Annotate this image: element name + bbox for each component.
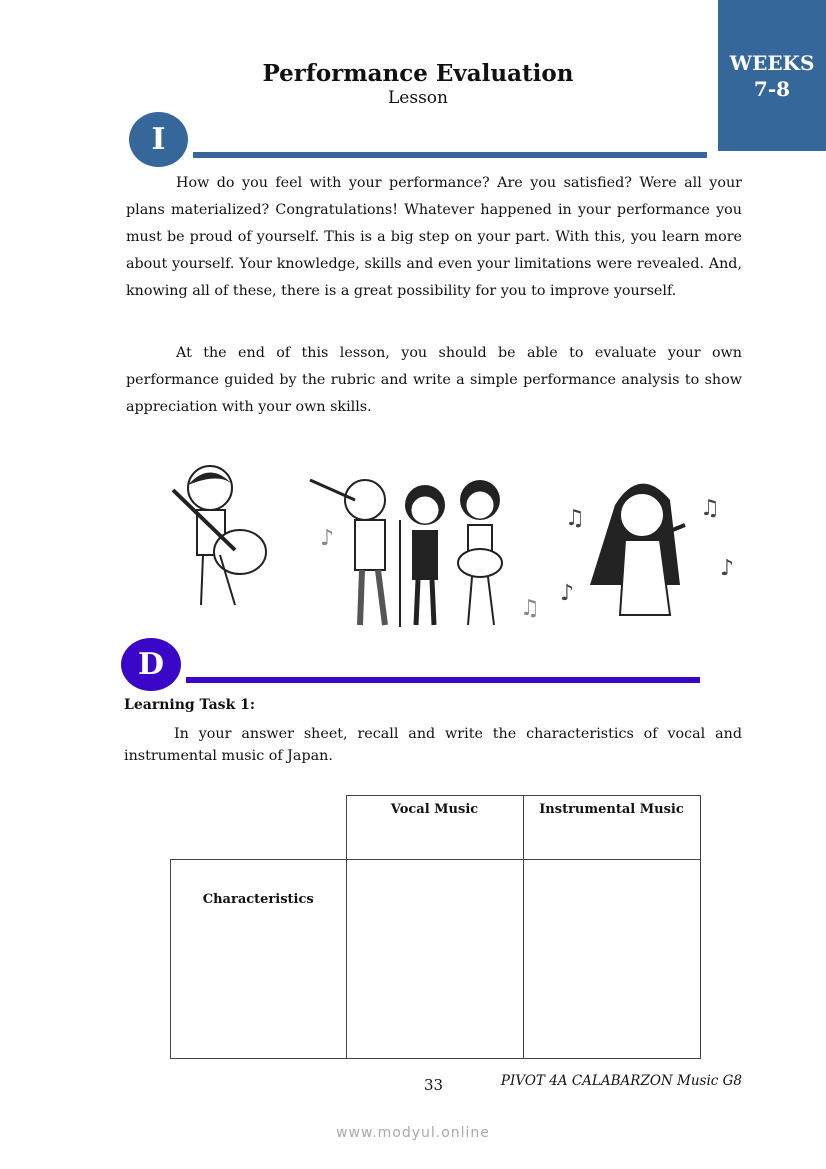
svg-text:♫: ♫ bbox=[565, 506, 585, 531]
page-number: 33 bbox=[424, 1076, 444, 1094]
guitar-boy-illustration bbox=[165, 460, 275, 620]
svg-text:♪: ♪ bbox=[560, 581, 575, 606]
svg-text:♫: ♫ bbox=[700, 496, 720, 521]
cell-instrumental-characteristics[interactable] bbox=[523, 860, 700, 1059]
page-title: Performance Evaluation bbox=[262, 60, 574, 87]
section-d-divider bbox=[186, 677, 700, 683]
row-label-characteristics: Characteristics bbox=[171, 860, 347, 1059]
weeks-number: 7-8 bbox=[753, 77, 791, 101]
svg-text:♪: ♪ bbox=[720, 556, 735, 581]
header-vocal-music: Vocal Music bbox=[346, 796, 523, 860]
table-corner bbox=[171, 796, 347, 860]
cell-vocal-characteristics[interactable] bbox=[346, 860, 523, 1059]
section-d-badge: D bbox=[121, 638, 181, 691]
intro-paragraph-1: How do you feel with your performance? Are you satisfied? Were all your plans materialized? Congratulations! Whatever happened in your performance you must be proud of yourself. This is a big step on your part. With this, you learn more about yourself. Your knowledge, skills and even your limitations were revealed. And, knowing all of these, there is a great possibility for you to improve yourself. bbox=[126, 175, 742, 299]
learning-task-text: In your answer sheet, recall and write the characteristics of vocal and instrumental music of Japan. bbox=[124, 726, 742, 764]
section-i-badge: I bbox=[129, 112, 188, 167]
footer-source: PIVOT 4A CALABARZON Music G8 bbox=[500, 1073, 742, 1089]
band-illustration bbox=[300, 455, 540, 635]
characteristics-table bbox=[170, 795, 701, 1059]
header-instrumental-music: Instrumental Music bbox=[523, 796, 700, 860]
svg-text:♪: ♪ bbox=[320, 526, 335, 551]
learning-task-title: Learning Task 1: bbox=[124, 697, 256, 713]
svg-text:♫: ♫ bbox=[520, 596, 540, 621]
page-subtitle: Lesson bbox=[388, 88, 448, 108]
section-i-divider bbox=[193, 152, 707, 158]
intro-paragraph-2: At the end of this lesson, you should be able to evaluate your own performance guided by the rubric and write a simple performance analysis to show appreciation with your own skills. bbox=[126, 345, 742, 415]
watermark: www.modyul.online bbox=[336, 1125, 490, 1141]
weeks-label: WEEKS bbox=[729, 51, 815, 75]
singer-girl-illustration bbox=[560, 465, 750, 620]
